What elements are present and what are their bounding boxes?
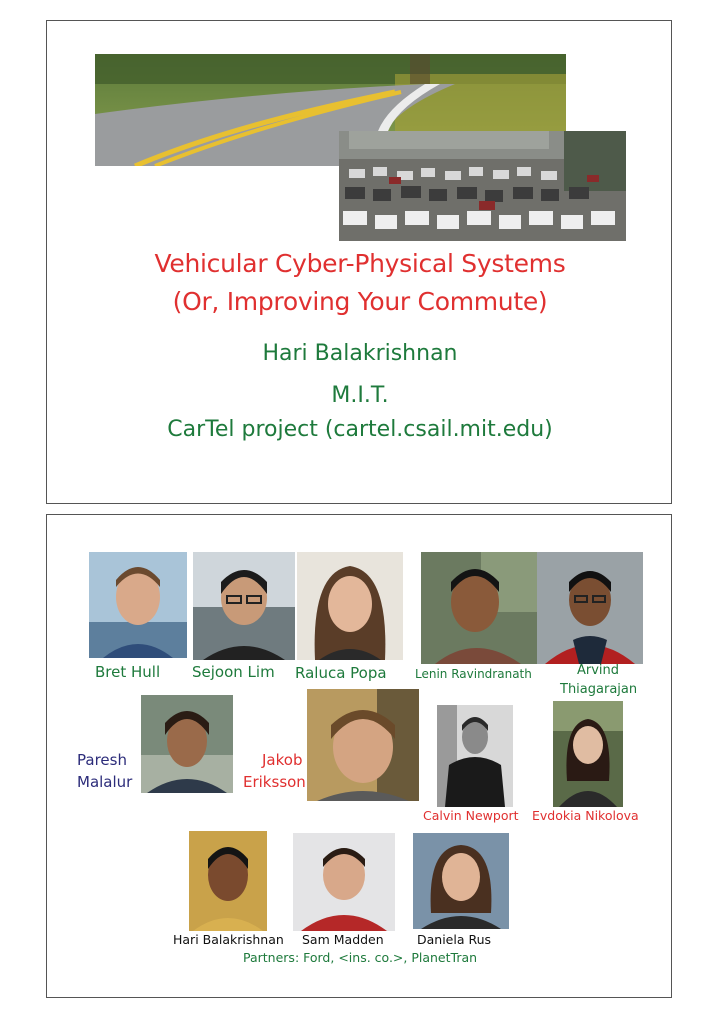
name-evdokia-nikolova: Evdokia Nikolova [532,808,639,823]
author-affiliation: M.I.T. [331,383,389,408]
name-sam-madden: Sam Madden [302,932,384,947]
name-sejoon-lim: Sejoon Lim [192,663,275,681]
name-jakob-line-2: Eriksson [243,773,306,791]
name-lenin-ravindranath: Lenin Ravindranath [415,667,532,681]
project-link-text: CarTel project (cartel.csail.mit.edu) [167,417,553,442]
slide-title-line-1: Vehicular Cyber-Physical Systems [154,249,566,278]
daniela-rus-photo [413,833,509,929]
name-calvin-newport: Calvin Newport [423,808,519,823]
sejoon-lim-photo [193,552,295,660]
lenin-ravindranath-photo [421,552,537,664]
arvind-thiagarajan-photo [537,552,643,664]
partners-line: Partners: Ford, <ins. co.>, PlanetTran [243,950,478,965]
name-hari-balakrishnan: Hari Balakrishnan [173,932,284,947]
traffic-jam-photo [339,131,626,241]
slide-title-line-2: (Or, Improving Your Commute) [172,287,548,316]
name-daniela-rus: Daniela Rus [417,932,492,947]
team-slide [46,514,672,998]
hari-balakrishnan-photo [189,831,267,931]
paresh-malalur-photo [141,695,233,793]
evdokia-nikolova-photo [553,701,623,807]
name-jakob-line-1: Jakob [262,751,303,769]
bret-hull-photo [89,552,187,658]
calvin-newport-photo [437,705,513,807]
title-slide [46,20,672,504]
name-raluca-popa: Raluca Popa [295,664,387,682]
name-bret-hull: Bret Hull [95,663,161,681]
name-paresh-line-2: Malalur [77,773,133,791]
name-arvind-line-2: Thiagarajan [560,682,638,697]
name-paresh-line-1: Paresh [77,751,127,769]
sam-madden-photo [293,833,395,931]
jakob-eriksson-photo [307,689,419,801]
author-name: Hari Balakrishnan [262,341,458,366]
raluca-popa-photo [297,552,403,660]
name-arvind-line-1: Arvind [577,663,620,678]
